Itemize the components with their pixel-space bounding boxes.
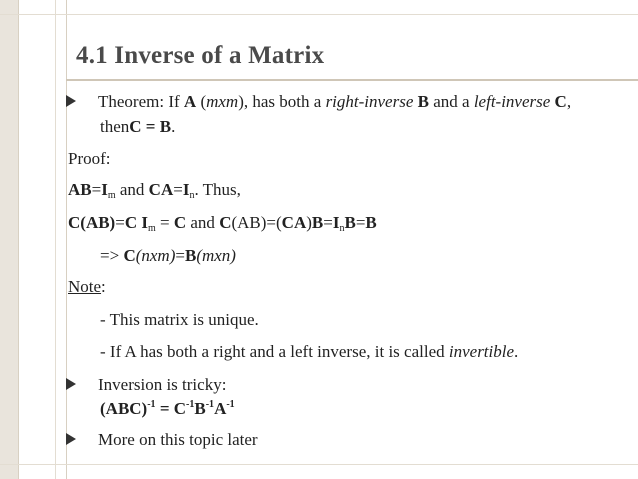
math: I	[182, 180, 190, 199]
math: CA	[148, 180, 174, 199]
frame-line	[55, 0, 56, 479]
bullet-line-2	[78, 375, 226, 395]
math: (AB)	[80, 213, 116, 232]
frame-line	[66, 0, 67, 479]
math: (ABC)	[100, 399, 148, 418]
math: =(	[266, 213, 282, 232]
subscript: m	[147, 223, 156, 234]
math: =	[175, 246, 185, 265]
math: B	[344, 213, 356, 232]
text: Inversion is tricky:	[98, 375, 227, 394]
superscript: -1	[205, 399, 215, 410]
math: =	[173, 180, 183, 199]
matrix-B: B	[413, 92, 429, 111]
theorem-line-2	[100, 117, 175, 137]
slide-frame-left	[0, 0, 66, 479]
proof-line-3	[100, 246, 236, 266]
frame-line	[18, 0, 19, 479]
text: More on this topic later	[98, 430, 258, 449]
bullet-line-3	[78, 430, 258, 450]
math: C	[123, 246, 136, 265]
text: .	[171, 117, 176, 136]
math: =	[91, 180, 102, 199]
math: C	[68, 213, 81, 232]
formula-line	[100, 399, 235, 419]
text: and	[115, 180, 149, 199]
matrix-A: A	[183, 92, 197, 111]
math: CA	[281, 213, 307, 232]
left-inverse: left-inverse	[473, 92, 551, 111]
right-inverse: right-inverse	[325, 92, 414, 111]
math: I	[101, 180, 108, 199]
note-item-1: - This matrix is unique.	[100, 310, 259, 329]
bullet-icon	[66, 433, 76, 445]
equation: C = B	[129, 117, 172, 136]
note-item-2	[100, 342, 518, 362]
math: (AB)	[231, 213, 267, 232]
math: B	[365, 213, 377, 232]
math: C	[219, 213, 232, 232]
text: invertible	[448, 342, 515, 361]
superscript: -1	[186, 399, 195, 410]
math: (nxm)	[135, 246, 176, 265]
text: and	[186, 213, 220, 232]
note-line	[68, 277, 106, 297]
math: =	[155, 213, 174, 232]
text: ), has both a	[238, 92, 326, 111]
subscript: n	[189, 190, 195, 201]
dims: mxm	[206, 92, 239, 111]
text: (	[196, 92, 207, 111]
proof-line-1	[68, 180, 241, 201]
slide-title: 4.1 Inverse of a Matrix	[76, 42, 325, 69]
text: - If A has both a right and a left inverse, it is called	[100, 342, 449, 361]
frame-line	[0, 464, 638, 465]
note-label: Note	[68, 277, 102, 296]
text: Theorem: If	[98, 92, 184, 111]
math: C I	[124, 213, 148, 232]
math: B	[194, 399, 206, 418]
proof-line-2	[68, 213, 377, 234]
superscript: -1	[147, 399, 156, 410]
superscript: -1	[226, 399, 235, 410]
theorem-line-1	[78, 92, 571, 112]
math: =	[355, 213, 366, 232]
bullet-icon	[66, 378, 76, 390]
math: A	[214, 399, 227, 418]
math: (mxn)	[196, 246, 236, 265]
subscript: m	[107, 190, 116, 201]
text: . Thus,	[194, 180, 241, 199]
text: then	[100, 117, 130, 136]
math: =>	[100, 246, 124, 265]
math: = C	[155, 399, 187, 418]
bullet-icon	[66, 95, 76, 107]
text: and a	[428, 92, 474, 111]
subscript: n	[339, 223, 345, 234]
math: I	[332, 213, 340, 232]
title-underline	[66, 79, 638, 81]
math: C	[173, 213, 187, 232]
math: =	[323, 213, 333, 232]
math: B	[184, 246, 197, 265]
text: .	[514, 342, 519, 361]
frame-stripe	[0, 0, 18, 479]
proof-label: Proof:	[68, 149, 111, 168]
math: B	[311, 213, 324, 232]
math: =	[115, 213, 125, 232]
math: )	[306, 213, 312, 232]
text: ,	[566, 92, 572, 111]
text: :	[101, 277, 106, 296]
matrix-C: C	[550, 92, 567, 111]
frame-line	[0, 14, 638, 15]
math: AB	[68, 180, 92, 199]
